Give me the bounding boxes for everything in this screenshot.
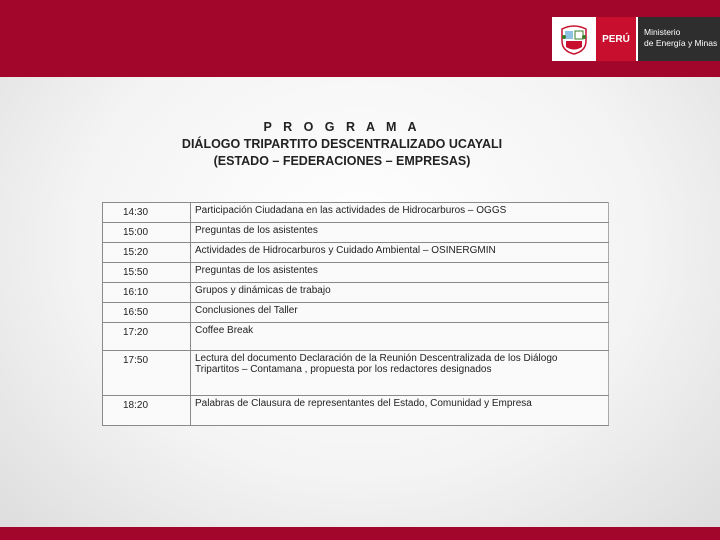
coat-of-arms-icon: [552, 17, 596, 61]
time-cell: 18:20: [103, 396, 191, 426]
ministry-logo: [552, 17, 720, 61]
table-row: [103, 243, 609, 263]
program-titles: [0, 119, 684, 170]
time-cell: 16:10: [103, 283, 191, 303]
schedule-table: [102, 202, 609, 426]
program-subtitle-2: (ESTADO – FEDERACIONES – EMPRESAS): [213, 154, 471, 168]
activity-cell: Participación Ciudadana en las actividades de Hidrocarburos – OGGS: [191, 203, 609, 223]
ministry-name: [636, 17, 720, 61]
ministry-line-1: Ministerio: [644, 27, 681, 37]
program-title: P R O G R A M A: [263, 120, 421, 134]
table-row: [103, 263, 609, 283]
activity-cell: Preguntas de los asistentes: [191, 263, 609, 283]
table-row: [103, 396, 609, 426]
header-bar: [0, 0, 720, 77]
time-cell: 17:50: [103, 351, 191, 396]
time-cell: 16:50: [103, 303, 191, 323]
table-row: [103, 303, 609, 323]
table-row: [103, 203, 609, 223]
activity-cell: Coffee Break: [191, 323, 609, 351]
time-cell: 14:30: [103, 203, 191, 223]
ministry-line-2: de Energía y Minas: [644, 38, 718, 48]
time-cell: 15:00: [103, 223, 191, 243]
table-row: [103, 323, 609, 351]
table-row: [103, 283, 609, 303]
table-row: [103, 351, 609, 396]
country-label: PERÚ: [596, 17, 636, 61]
table-row: [103, 223, 609, 243]
activity-cell: Grupos y dinámicas de trabajo: [191, 283, 609, 303]
activity-cell: Actividades de Hidrocarburos y Cuidado Ambiental – OSINERGMIN: [191, 243, 609, 263]
time-cell: 15:20: [103, 243, 191, 263]
time-cell: 15:50: [103, 263, 191, 283]
activity-cell: Palabras de Clausura de representantes del Estado, Comunidad y Empresa: [191, 396, 609, 426]
activity-cell: Lectura del documento Declaración de la Reunión Descentralizada de los Diálogo Tripartitos – Contamana , propuesta por los redactores designados: [191, 351, 609, 396]
activity-cell: Conclusiones del Taller: [191, 303, 609, 323]
program-subtitle-1: DIÁLOGO TRIPARTITO DESCENTRALIZADO UCAYALI: [181, 137, 503, 151]
footer-bar: [0, 527, 720, 540]
activity-cell: Preguntas de los asistentes: [191, 223, 609, 243]
time-cell: 17:20: [103, 323, 191, 351]
